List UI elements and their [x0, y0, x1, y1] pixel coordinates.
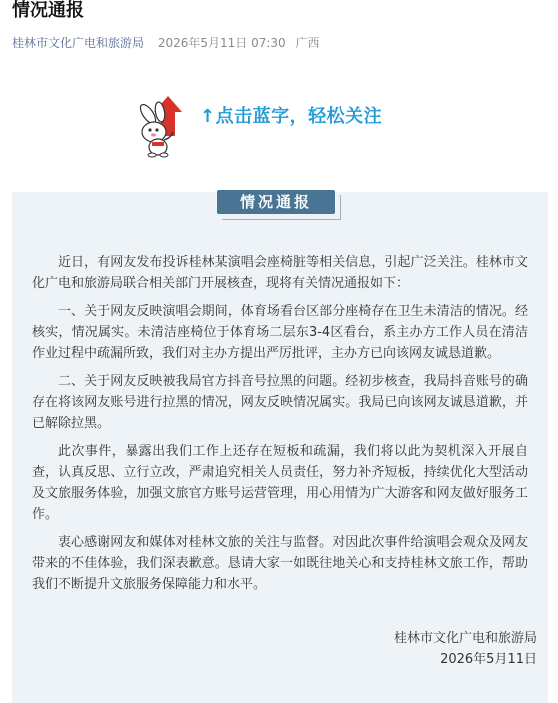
publish-location: 广西: [295, 36, 320, 50]
notice-badge: [217, 190, 341, 220]
rabbit-mascot-icon: [138, 92, 194, 158]
signature-date: 2026年5月11日: [440, 652, 537, 667]
paragraph-reflection: 此次事件，暴露出我们工作上还存在短板和疏漏，我们将以此为契机深入开展自查，认真反思、立行立改，严肃追究相关人员责任，努力补齐短板，持续优化大型活动及文旅服务体验，加强文旅官方账号运营管理，用心用情为广大游客和网友做好服务工作。: [32, 444, 528, 522]
paragraph-intro: 近日，有网友发布投诉桂林某演唱会座椅脏等相关信息，引起广泛关注。桂林市文化广电和旅游局联合相关部门开展核查，现将有关情况通报如下：: [32, 255, 528, 291]
notice-body: [32, 252, 528, 602]
badge-title: 情况通报: [239, 193, 312, 211]
paragraph-seat-issue: 一、关于网友反映演唱会期间，体育场看台区部分座椅存在卫生未清洁的情况。经核实，情况属实。未清洁座椅位于体育场二层东3-4区看台，系主办方工作人员在清洁作业过程中疏漏所致，我们对主办方提出严厉批评，主办方已向该网友诚恳道歉。: [32, 304, 528, 361]
paragraph-blacklist-issue: 二、关于网友反映被我局官方抖音号拉黑的问题。经初步核查，我局抖音账号的确存在将该网友账号进行拉黑的情况，网友反映情况属实。我局已向该网友诚恳道歉，并已解除拉黑。: [32, 374, 528, 431]
notice-signature: [394, 628, 537, 670]
follow-promo-text[interactable]: ↑点击蓝字，轻松关注: [200, 106, 383, 127]
article-header: [12, 0, 548, 50]
signature-org: 桂林市文化广电和旅游局: [393, 631, 537, 646]
notice-panel: [12, 192, 548, 703]
follow-promo-banner[interactable]: [138, 92, 438, 162]
account-name-link[interactable]: 桂林市文化广电和旅游局: [12, 36, 145, 50]
publish-time: 2026年5月11日 07:30: [157, 36, 286, 50]
article-meta: [12, 34, 320, 51]
article-title: 情况通报: [12, 0, 84, 21]
paragraph-thanks: 衷心感谢网友和媒体对桂林文旅的关注与监督。对因此次事件给演唱会观众及网友带来的不佳体验，我们深表歉意。恳请大家一如既往地关心和支持桂林文旅工作，帮助我们不断提升文旅服务保障能力和水平。: [32, 535, 528, 592]
